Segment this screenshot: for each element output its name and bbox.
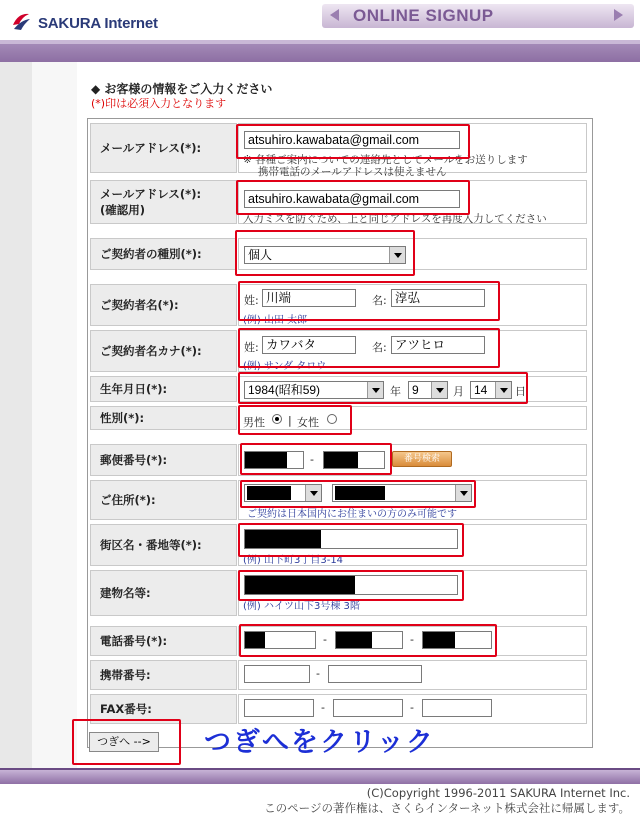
banner-title: ONLINE SIGNUP [353,6,494,25]
last-name-label: 姓: [244,294,259,307]
mobile-second-input[interactable] [328,665,422,683]
street-label: 街区名・番地等(*): [90,524,237,566]
last-kana-input[interactable]: カワバタ [262,336,356,354]
gender-separator: | [288,414,292,427]
contractor-kana-label: ご契約者名カナ(*): [90,330,237,372]
name-example: (例) 山田 太郎 [243,315,308,326]
banner-arrow-left-icon [330,9,339,21]
left-margin-strip [0,62,32,768]
banner-arrow-right-icon [614,9,623,21]
birthday-label: 生年月日(*): [90,376,237,402]
contract-type-select[interactable]: 個人 [244,246,406,264]
contract-type-label: ご契約者の種別(*): [90,238,237,270]
email-hint-line2: 携帯電話のメールアドレスは使えません [258,166,447,178]
left-margin-inner [32,62,77,768]
email-confirm-highlight [236,180,470,215]
contractor-kana-highlight [238,328,500,368]
mobile-dash: - [316,667,320,680]
gender-label: 性別(*): [90,406,237,430]
address-note: ご契約は日本国内にお住まいの方のみ可能です [247,509,457,520]
fax-dash-2: - [410,701,414,714]
email-confirm-hint: 入力ミスを防ぐため、上と同じアドレスを再度入力してください [243,213,547,225]
email-label: メールアドレス(*): [90,123,237,173]
first-kana-label: 名: [372,341,387,354]
fax-label: FAX番号: [90,694,237,724]
phone-label: 電話番号(*): [90,626,237,656]
email-confirm-input[interactable]: atsuhiro.kawabata@gmail.com [244,190,460,208]
email-hint-line1: ※ 各種ご案内についての連絡先としてメールをお送りします [243,154,528,166]
contract-type-highlight [235,230,415,276]
mobile-first-input[interactable] [244,665,310,683]
copyright-rights: このページの著作権は、さくらインターネット株式会社に帰属します。 [264,801,630,815]
last-name-input[interactable]: 川端 [262,289,356,307]
header-bar-highlight [0,40,640,44]
building-example: (例) ハイツ山下3号棟 3階 [243,601,360,612]
email-confirm-label: メールアドレス(*): (確認用) [90,180,237,224]
street-highlight [238,523,464,557]
email-highlight [236,124,470,159]
building-highlight [238,570,464,601]
next-button[interactable]: つぎへ --> [89,732,159,752]
birthday-highlight [238,372,528,404]
fax-second-input[interactable] [333,699,403,717]
logo-text: SAKURA Internet [38,15,158,32]
phone-dash-1: - [323,633,327,646]
footer-bar [0,770,640,784]
click-annotation: つぎへをクリック [204,727,435,758]
next-button-highlight [72,719,181,765]
day-unit: 日 [515,385,526,398]
instructions-title: ◆ お客様の情報をご入力ください [91,82,273,96]
postal-highlight [240,443,392,475]
postal-search-button[interactable]: 番号検索 [392,451,452,467]
fax-first-input[interactable] [244,699,314,717]
gender-male-label: 男性 [243,416,265,429]
postal-dash: - [310,453,314,466]
address-label: ご住所(*): [90,480,237,520]
copyright-text: (C)Copyright 1996-2011 SAKURA Internet Inc. [366,786,630,800]
first-name-input[interactable]: 淳弘 [391,289,485,307]
month-unit: 月 [453,385,464,398]
contractor-name-label: ご契約者名(*): [90,284,237,326]
contractor-name-highlight [238,281,500,321]
gender-highlight [238,405,352,435]
required-note: (*)印は必須入力となります [91,97,227,110]
mobile-label: 携帯番号: [90,660,237,690]
building-label: 建物名等: [90,570,237,616]
birth-year-select[interactable]: 1984(昭和59) [244,381,384,399]
phone-dash-2: - [410,633,414,646]
first-name-label: 名: [372,294,387,307]
birth-day-select[interactable]: 14 [470,381,512,399]
email-input[interactable]: atsuhiro.kawabata@gmail.com [244,131,460,149]
last-kana-label: 姓: [244,341,259,354]
street-example: (例) 山下町3丁目3-14 [243,555,344,566]
fax-dash-1: - [321,701,325,714]
fax-third-input[interactable] [422,699,492,717]
year-unit: 年 [390,385,401,398]
gender-female-label: 女性 [297,416,319,429]
birth-month-select[interactable]: 9 [408,381,448,399]
phone-highlight [239,624,497,657]
address-highlight [240,480,476,508]
sakura-logo-icon [10,11,32,33]
first-kana-input[interactable]: アツヒロ [391,336,485,354]
kana-example: (例) サンダ タロウ [243,361,327,372]
postal-label: 郵便番号(*): [90,444,237,476]
